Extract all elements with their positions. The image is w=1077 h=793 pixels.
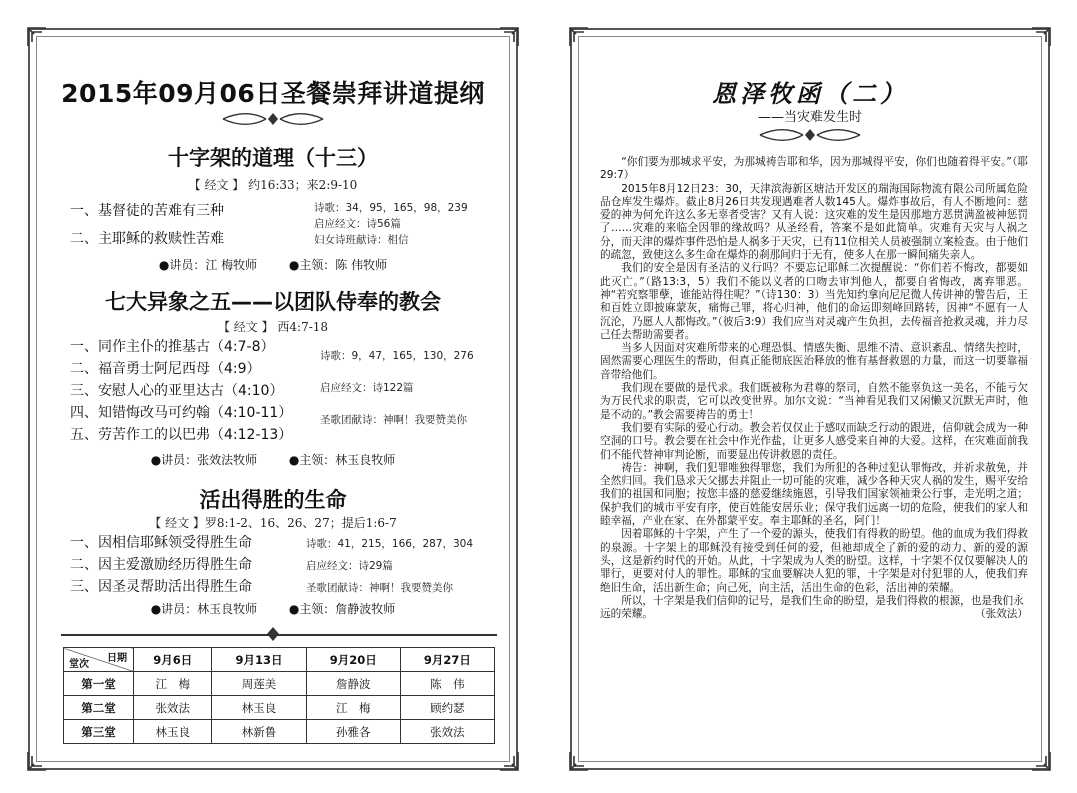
scripture-ref: 【 经文 】 西4:7-18 [217,320,329,334]
table-cell: 孙雅各 [306,720,400,744]
divider-ornament-icon [218,110,328,132]
sermon-point: 五、劳苦作工的以巴弗（4:12-13） [70,427,293,443]
choir-anthem: 圣歌团献诗：神啊！我要赞美你 [320,414,467,426]
table-cell: 顾约瑟 [400,696,494,720]
leader-name: ●主领：林玉良牧师 [288,453,396,467]
date-header: 9月13日 [212,648,306,672]
corner-ornament-icon [1030,750,1052,772]
hymn-numbers: 诗歌：41，215，166，287，304 [306,538,474,550]
paragraph: 我们要有实际的爱心行动。教会若仅仅止于感叹而缺乏行动的跟进，信仰就会成为一种空洞的口号。教会要在社会中作光作盐，让更多人感受来自神的大爱。这样，在灾难面前我们不能代替神审判论断，而要显出传讲救恩的责任。 [600,421,1028,461]
sermon-point: 一、基督徒的苦难有三种 [70,203,224,219]
sermon-point: 三、因圣灵帮助活出得胜生命 [70,579,252,595]
table-cell: 林玉良 [212,696,306,720]
table-cell: 林玉良 [134,720,212,744]
sermon-point: 二、福音勇士阿尼西母（4:9） [70,361,261,377]
choir-anthem: 圣歌团献诗：神啊！我要赞美你 [306,582,453,594]
table-corner-cell: 日期 堂次 [64,648,134,672]
hymn-numbers: 诗歌：34，95，165，98，239 [314,202,468,214]
date-header: 9月6日 [134,648,212,672]
corner-ornament-icon [498,750,520,772]
letter-subtitle: ——当灾难发生时 [757,110,862,125]
service-label: 第一堂 [64,672,134,696]
table-row [64,696,495,720]
service-label: 第三堂 [64,720,134,744]
sermon-title: 活出得胜的生命 [199,488,347,512]
preaching-schedule-table [63,647,495,744]
sermon-point: 四、知错悔改马可约翰（4:10-11） [70,405,293,421]
table-cell: 张效法 [134,696,212,720]
paragraph: 我们的安全是因有圣洁的义行吗？不要忘记耶稣二次提醒说：“你们若不悔改，都要如此灭亡。”（路13:3，5）我们不能以义者的口吻去审判他人，都要自省悔改，离弃罪恶。神“若究察罪孽，谁能站得住呢？”（诗130：3）当先知约拿向尼尼微人传讲神的警告后，王和百姓立即披麻蒙灰，痛悔己罪，将心归神，他们的命运即刻峰回路转，因神“不愿有一人沉沦，乃愿人人都悔改。”（彼后3:9）我们应当对灵魂产生负担，去传福音抢救灵魂，并力尽己任去帮助需要者。 [600,262,1028,341]
sermon-point: 一、因相信耶稣领受得胜生命 [70,535,252,551]
table-cell: 周莲美 [212,672,306,696]
paragraph: 当多人因面对灾难所带来的心理恐惧、情感失衡、思维不清、意识紊乱、情绪失控时，固然需要心理医生的帮助，但真正能彻底医治释放的惟有基督救恩的力量，而这一切要靠福音带给他们。 [600,342,1028,381]
sermon-title: 十字架的道理（十三） [168,146,378,170]
table-cell: 詹静波 [306,672,400,696]
corner-ornament-icon [568,26,590,48]
paragraph: “你们要为那城求平安，为那城祷告耶和华，因为那城得平安，你们也随着得平安。”（耶29:7） [600,156,1028,182]
preacher-line [30,600,516,617]
sermon-title: 七大异象之五——以团队侍奉的教会 [105,290,441,314]
table-cell: 江 梅 [134,672,212,696]
date-header: 9月27日 [400,648,494,672]
table-cell: 江 梅 [306,696,400,720]
table-row [64,672,495,696]
bulletin-title: 2015年09月06日圣餐崇拜讲道提纲 [61,79,485,108]
responsive-reading: 启应经文：诗56篇 [314,218,401,230]
paragraph [600,595,1028,622]
preacher-name: ●讲员：林玉良牧师 [150,602,258,616]
date-header: 9月20日 [306,648,400,672]
sermon-point: 二、因主爱激励经历得胜生命 [70,557,252,573]
sermon-point: 一、同作主仆的推基古（4:7-8） [70,339,275,355]
paragraph: 祷告：神啊，我们犯罪唯独得罪您，我们为所犯的各种过犯认罪悔改，并祈求赦免，并全然归回。我们恳求天父挪去并阻止一切可能的灾难，减少各种天灾人祸的发生，赐平安给我们的祖国和同胞；按您丰盛的慈爱继续施恩，引导我们国家领袖秉公行事，走光明之道；保护我们的城市平安有序，使百姓能安居乐业；保守我们远离一切的危险，使我们的家人和睦幸福，产业在家、在外都蒙平安。奉主耶稣的圣名，阿门！ [600,461,1028,528]
responsive-reading: 启应经文：诗29篇 [306,560,393,572]
corner-ornament-icon [498,26,520,48]
preacher-name: ●讲员：张效法牧师 [150,453,258,467]
closing-paragraph: 所以，十字架是我们信仰的记号，是我们生命的盼望，是我们得救的根源，也是我们永远的荣耀。 [600,594,1024,621]
author-signature: （张效法） [975,608,1028,621]
left-bulletin-page [28,28,518,770]
corner-ornament-icon [1030,26,1052,48]
sermon-point: 二、主耶稣的救赎性苦难 [70,231,224,247]
letter-body [600,156,1028,621]
table-cell: 张效法 [400,720,494,744]
preacher-line [30,451,516,468]
table-row [64,720,495,744]
table-cell: 陈 伟 [400,672,494,696]
scripture-ref: 【 经文 】 约16:33；来2:9-10 [188,178,358,192]
table-header-row [64,648,495,672]
leader-name: ●主领：詹静波牧师 [288,602,396,616]
paragraph: 我们现在要做的是代求。我们既被称为君尊的祭司，自然不能辜负这一美名，不能亏欠为万民代求的职责，它可以改变世界。加尔文说：“当神看见我们又闲懒又沉默无声时，他是不动的。”教会需要祷告的勇士！ [600,382,1028,421]
table-cell: 林新鲁 [212,720,306,744]
corner-ornament-icon [26,750,48,772]
choir-anthem: 妇女诗班献诗：相信 [314,234,409,246]
preacher-line [30,256,516,273]
leader-name: ●主领：陈 伟牧师 [288,258,388,272]
service-label: 第二堂 [64,696,134,720]
right-pastoral-letter-page [570,28,1050,770]
scripture-ref: 【 经文 】罗8:1-2、16、26、27；提后1:6-7 [149,516,397,530]
diamond-ornament-icon [265,626,281,646]
preacher-name: ●讲员：江 梅牧师 [158,258,258,272]
paragraph: 因着耶稣的十字架，产生了一个爱的源头，使我们有得救的盼望。他的血成为我们得救的泉源。十字架上的耶稣没有接受到任何的爱，但祂却成全了新的爱的动力、新的爱的源头，这是新约时代的开始。从此，十字架成为人类的盼望。这样，十字架不仅仅要解决人的罪行，更要对付人的罪性。耶稣的宝血要解决人犯的罪，十字架是对付犯罪的人，使我们弃绝旧生命，活出新生命；向己死，向主活，活出生命的色彩，活出神的荣耀。 [600,528,1028,594]
letter-title: 恩泽牧函（二） [712,79,908,108]
corner-ornament-icon [26,26,48,48]
responsive-reading: 启应经文：诗122篇 [320,382,414,394]
divider-ornament-icon [755,126,865,148]
corner-ornament-icon [568,750,590,772]
sermon-point: 三、安慰人心的亚里达古（4:10） [70,383,284,399]
hymn-numbers: 诗歌：9，47，165，130，276 [320,350,474,362]
paragraph: 2015年8月12日23：30，天津滨海新区塘沽开发区的瑞海国际物流有限公司所属危险品仓库发生爆炸。截止8月26日共发现遇难者人数145人。爆炸事故后，有人不断地问：慈爱的神为何允许这么多无辜者受害？又有人说：这灾难的发生是因那地方恶贯满盈被神惩罚了……灾难的来临全因罪的缘故吗？从圣经看，答案不是如此简单。灾难有天灾与人祸之分，而天津的爆炸事件恐怕是人祸多于天灾，已有11位相关人员被强制立案检查。由于他们的疏忽，致使这么多生命在爆炸的刹那间归于无有，使多人在那一瞬间痛失亲人。 [600,182,1028,262]
